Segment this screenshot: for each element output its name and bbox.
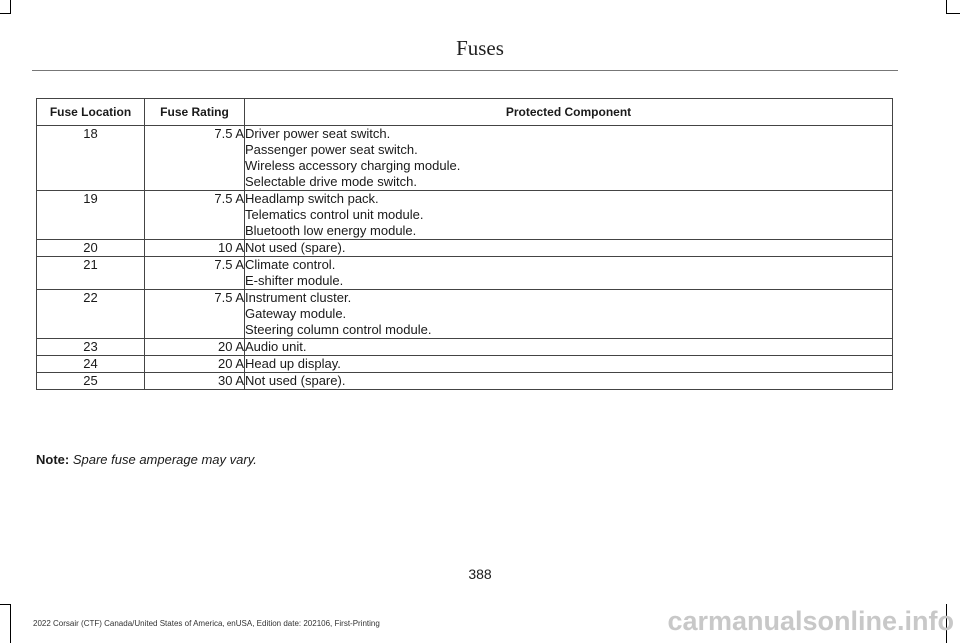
- fuse-location-cell: 23: [37, 339, 145, 356]
- note: [36, 452, 257, 467]
- protected-component-cell: [245, 373, 893, 390]
- crop-mark-bottom-left-v: [10, 604, 11, 643]
- table-row: [37, 373, 893, 390]
- column-header-protected-component: Protected Component: [245, 99, 893, 126]
- protected-component-item: Not used (spare).: [245, 240, 346, 255]
- table-row: [37, 356, 893, 373]
- fuse-location-cell: 21: [37, 257, 145, 290]
- crop-mark-top-left-h: [0, 13, 11, 14]
- protected-component-item: Gateway module.: [245, 306, 347, 321]
- protected-component-cell: [245, 126, 893, 191]
- note-text: Spare fuse amperage may vary.: [72, 452, 257, 467]
- protected-component-cell: [245, 240, 893, 257]
- protected-component-item: Head up display.: [245, 356, 341, 371]
- protected-component-cell: [245, 339, 893, 356]
- fuse-rating-cell: 30 A: [145, 373, 245, 390]
- column-header-fuse-rating: Fuse Rating: [145, 99, 245, 126]
- fuse-rating-cell: 20 A: [145, 339, 245, 356]
- protected-component-cell: [245, 356, 893, 373]
- note-label: Note:: [36, 452, 70, 467]
- fuse-table-body: [37, 126, 893, 390]
- table-row: [37, 191, 893, 240]
- protected-component-item: Passenger power seat switch.: [245, 142, 418, 157]
- watermark-logo: carmanualsonline.info: [667, 606, 954, 636]
- fuse-rating-cell: 7.5 A: [145, 257, 245, 290]
- table-row: [37, 290, 893, 339]
- protected-component-cell: [245, 290, 893, 339]
- table-row: [37, 257, 893, 290]
- protected-component-item: Not used (spare).: [245, 373, 346, 388]
- header-divider: [32, 70, 898, 71]
- protected-component-cell: [245, 191, 893, 240]
- page-title: Fuses: [456, 36, 504, 60]
- column-header-fuse-location: Fuse Location: [37, 99, 145, 126]
- fuse-location-cell: 25: [37, 373, 145, 390]
- protected-component-cell: [245, 257, 893, 290]
- table-row: [37, 126, 893, 191]
- fuse-location-cell: 18: [37, 126, 145, 191]
- table-row: [37, 339, 893, 356]
- fuse-rating-cell: 7.5 A: [145, 191, 245, 240]
- fuse-location-cell: 22: [37, 290, 145, 339]
- fuse-location-cell: 20: [37, 240, 145, 257]
- protected-component-item: Telematics control unit module.: [245, 207, 424, 222]
- table-row: [37, 240, 893, 257]
- protected-component-item: Instrument cluster.: [245, 290, 352, 305]
- protected-component-item: Audio unit.: [245, 339, 307, 354]
- protected-component-item: Steering column control module.: [245, 322, 432, 337]
- protected-component-item: Bluetooth low energy module.: [245, 223, 417, 238]
- crop-mark-top-right-v: [946, 0, 947, 14]
- fuse-location-cell: 19: [37, 191, 145, 240]
- protected-component-item: E-shifter module.: [245, 273, 344, 288]
- crop-mark-top-right-h: [946, 13, 960, 14]
- protected-component-item: Selectable drive mode switch.: [245, 174, 417, 189]
- fuse-rating-cell: 10 A: [145, 240, 245, 257]
- fuse-location-cell: 24: [37, 356, 145, 373]
- fuse-rating-cell: 7.5 A: [145, 290, 245, 339]
- protected-component-item: Headlamp switch pack.: [245, 191, 379, 206]
- crop-mark-bottom-left-h: [0, 604, 11, 605]
- crop-mark-top-left-v: [10, 0, 11, 14]
- fuse-table: [36, 98, 893, 390]
- fuse-rating-cell: 7.5 A: [145, 126, 245, 191]
- edition-footer: 2022 Corsair (CTF) Canada/United States of America, enUSA, Edition date: 202106, First-Printing: [33, 619, 380, 628]
- protected-component-item: Climate control.: [245, 257, 336, 272]
- table-header-row: [37, 99, 893, 126]
- page-number: 388: [468, 566, 492, 582]
- fuse-rating-cell: 20 A: [145, 356, 245, 373]
- protected-component-item: Wireless accessory charging module.: [245, 158, 461, 173]
- protected-component-item: Driver power seat switch.: [245, 126, 391, 141]
